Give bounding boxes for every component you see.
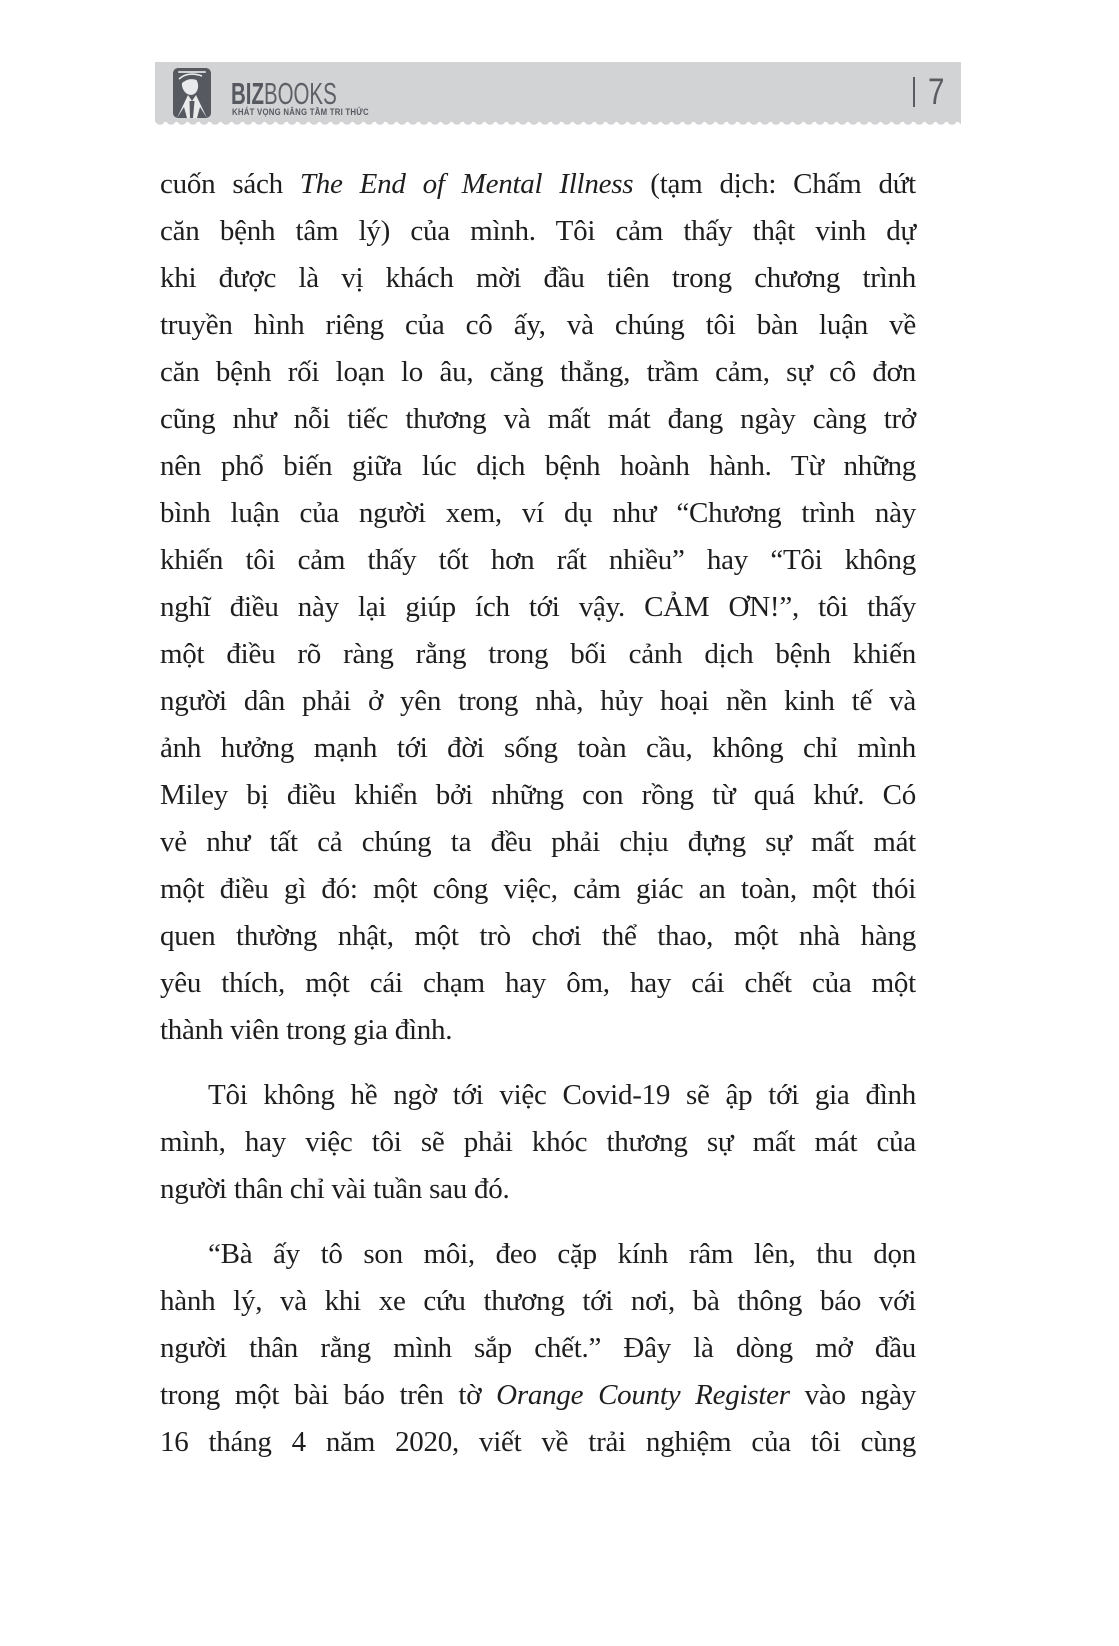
paragraph-1 [160, 161, 916, 1054]
italic-book-title: The End of Mental Illness [299, 168, 634, 200]
text-line: một điều rõ ràng rằng trong bối cảnh dịch bệnh khiến [160, 638, 916, 670]
text-line: nghĩ điều này lại giúp ích tới vậy. CẢM ƠN!”, tôi thấy [160, 591, 916, 623]
text-line: Tôi không hề ngờ tới việc Covid-19 sẽ ập tới gia đình [208, 1079, 916, 1111]
text-line: “Bà ấy tô son môi, đeo cặp kính râm lên, thu dọn [208, 1238, 916, 1270]
text-segment: (tạm dịch: Chấm dứt [633, 168, 916, 200]
paragraph-3 [160, 1231, 916, 1466]
text-segment: cuốn sách [160, 168, 300, 200]
text-line: khi được là vị khách mời đầu tiên trong chương trình [160, 262, 916, 294]
text-line: thành viên trong gia đình. [160, 1014, 453, 1046]
text-line: 16 tháng 4 năm 2020, viết về trải nghiệm của tôi cùng [160, 1426, 916, 1458]
text-line: một điều gì đó: một công việc, cảm giác an toàn, một thói [160, 873, 916, 905]
text-line: ảnh hưởng mạnh tới đời sống toàn cầu, không chỉ mình [160, 732, 916, 764]
text-line: hành lý, và khi xe cứu thương tới nơi, bà thông báo với [160, 1285, 916, 1317]
text-line: Miley bị điều khiển bởi những con rồng từ quá khứ. Có [160, 779, 916, 811]
text-line: người thân chỉ vài tuần sau đó. [160, 1173, 510, 1205]
italic-newspaper-title: Orange County Register [496, 1379, 790, 1411]
text-line: bình luận của người xem, ví dụ như “Chương trình này [160, 497, 916, 529]
text-line: yêu thích, một cái chạm hay ôm, hay cái chết của một [160, 967, 916, 999]
text-segment: trong một bài báo trên tờ [160, 1379, 497, 1411]
page-number-separator-bar [913, 77, 915, 107]
logo-title [231, 78, 337, 109]
text-line: người thân rằng mình sắp chết.” Đây là dòng mở đầu [160, 1332, 916, 1364]
page-number [913, 62, 947, 122]
perforated-edge [155, 121, 961, 128]
person-on-book-cover-icon [173, 68, 211, 118]
text-line: mình, hay việc tôi sẽ phải khóc thương sự mất mát của [160, 1126, 916, 1158]
text-line: nên phổ biến giữa lúc dịch bệnh hoành hành. Từ những [160, 450, 916, 482]
text-segment: vào ngày [789, 1379, 917, 1411]
header-band [155, 62, 961, 122]
page-body [160, 161, 916, 1484]
text-line [160, 161, 916, 208]
text-line: quen thường nhật, một trò chơi thể thao, một nhà hàng [160, 920, 916, 952]
text-line: căn bệnh rối loạn lo âu, căng thẳng, trầm cảm, sự cô đơn [160, 356, 916, 388]
logo-title-biz: BIZ [231, 76, 264, 111]
text-line: vẻ như tất cả chúng ta đều phải chịu đựng sự mất mát [160, 826, 916, 858]
text-line: cũng như nỗi tiếc thương và mất mát đang ngày càng trở [160, 403, 916, 435]
text-line [160, 1372, 916, 1419]
text-line: căn bệnh tâm lý) của mình. Tôi cảm thấy thật vinh dự [160, 215, 916, 247]
text-line: người dân phải ở yên trong nhà, hủy hoại nền kinh tế và [160, 685, 916, 717]
page-number-value: 7 [928, 71, 945, 112]
logo-tagline: KHÁT VỌNG NÂNG TẦM TRI THỨC [232, 107, 369, 118]
text-line: khiến tôi cảm thấy tốt hơn rất nhiều” hay “Tôi không [160, 544, 916, 576]
paragraph-2 [160, 1072, 916, 1213]
logo-title-books: BOOKS [263, 76, 337, 111]
text-line: truyền hình riêng của cô ấy, và chúng tôi bàn luận về [160, 309, 916, 341]
